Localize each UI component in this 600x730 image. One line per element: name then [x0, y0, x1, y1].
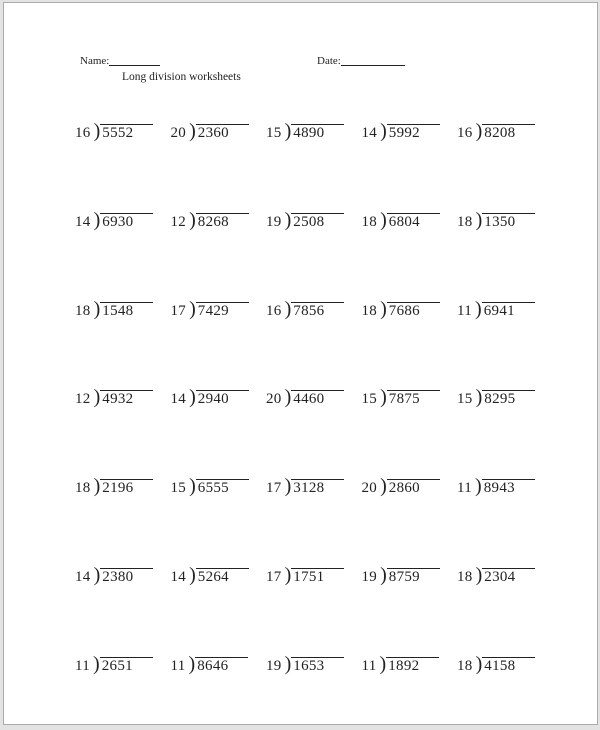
- dividend: 2196: [100, 479, 153, 496]
- division-bracket-icon: ): [475, 652, 483, 675]
- divisor: 16: [75, 125, 91, 141]
- division-bracket-icon: ): [475, 120, 483, 142]
- division-bracket-icon: ): [284, 386, 292, 409]
- division-bracket-icon: ): [475, 208, 483, 231]
- divisor: 14: [75, 213, 91, 230]
- division-bracket-icon: ): [189, 120, 196, 142]
- dividend: 1751: [291, 568, 344, 585]
- division-problem: [457, 563, 553, 656]
- division-bracket-icon: ): [284, 652, 292, 675]
- divisor: 15: [361, 391, 378, 408]
- division-problem: [170, 563, 267, 656]
- division-bracket-icon: ): [93, 297, 101, 320]
- division-problem: [361, 120, 458, 212]
- name-blank-line: [109, 58, 160, 66]
- dividend: 5264: [196, 568, 249, 585]
- dividend: 8943: [482, 479, 535, 496]
- dividend: 8295: [482, 390, 535, 407]
- divisor: 18: [361, 213, 378, 230]
- divisor: 20: [361, 480, 378, 497]
- divisor: 11: [457, 302, 473, 319]
- divisor: 11: [361, 657, 377, 674]
- division-bracket-icon: ): [189, 208, 196, 231]
- divisor: 17: [266, 480, 282, 497]
- division-problem: [361, 563, 458, 656]
- division-bracket-icon: ): [284, 475, 292, 498]
- divisor: 18: [457, 568, 473, 585]
- dividend: 5992: [387, 124, 440, 141]
- divisor: 14: [75, 568, 91, 585]
- division-problem: [75, 652, 171, 730]
- division-bracket-icon: ): [380, 120, 387, 142]
- divisor: 18: [361, 302, 378, 319]
- divisor: 18: [457, 657, 473, 674]
- dividend: 2860: [387, 479, 440, 496]
- division-bracket-icon: ): [284, 208, 292, 231]
- division-bracket-icon: ): [93, 386, 101, 409]
- division-bracket-icon: ): [380, 563, 387, 586]
- name-field: [80, 55, 160, 67]
- division-problem: [170, 208, 267, 301]
- division-bracket-icon: ): [379, 652, 387, 675]
- division-problem: [457, 386, 553, 478]
- dividend: 8646: [195, 657, 248, 674]
- divisor: 20: [266, 391, 282, 408]
- dividend: 4890: [291, 124, 344, 141]
- division-problem: [170, 120, 267, 212]
- division-problem: [170, 475, 267, 567]
- division-problem: [457, 120, 553, 212]
- division-bracket-icon: ): [475, 386, 483, 409]
- dividend: 2360: [196, 124, 249, 141]
- dividend: 7429: [196, 302, 249, 319]
- divisor: 11: [457, 480, 473, 497]
- division-problem: [75, 563, 171, 656]
- divisor: 19: [266, 657, 282, 674]
- division-bracket-icon: ): [189, 386, 196, 409]
- division-bracket-icon: ): [93, 652, 100, 675]
- division-problem: [170, 386, 267, 478]
- division-problem: [170, 297, 267, 390]
- division-problem: [361, 386, 458, 478]
- divisor: 16: [266, 302, 282, 319]
- dividend: 2508: [291, 213, 344, 230]
- dividend: 6941: [482, 302, 535, 319]
- division-bracket-icon: ): [93, 120, 101, 142]
- date-label: Date:: [317, 55, 341, 67]
- divisor: 15: [266, 125, 282, 141]
- divisor: 18: [75, 480, 91, 497]
- dividend: 8208: [482, 124, 535, 141]
- division-bracket-icon: ): [475, 475, 482, 498]
- dividend: 6555: [196, 479, 249, 496]
- division-problem: [75, 297, 171, 390]
- division-problem: [266, 297, 362, 390]
- division-bracket-icon: ): [189, 563, 196, 586]
- dividend: 2380: [100, 568, 153, 585]
- dividend: 5552: [100, 124, 153, 141]
- dividend: 7875: [387, 390, 440, 407]
- divisor: 17: [170, 302, 187, 319]
- divisor: 19: [361, 568, 378, 585]
- division-bracket-icon: ): [188, 652, 196, 675]
- division-problem: [361, 297, 458, 390]
- dividend: 4460: [291, 390, 344, 407]
- dividend: 3128: [291, 479, 344, 496]
- dividend: 6804: [387, 213, 440, 230]
- division-problem: [266, 563, 362, 656]
- dividend: 1892: [386, 657, 439, 674]
- division-problem: [75, 475, 171, 567]
- division-problem: [457, 297, 553, 390]
- dividend: 2940: [196, 390, 249, 407]
- worksheet-page: [3, 2, 598, 725]
- division-problem: [457, 475, 553, 567]
- divisor: 14: [361, 125, 378, 141]
- dividend: 4932: [100, 390, 153, 407]
- divisor: 12: [75, 391, 91, 408]
- division-bracket-icon: ): [284, 563, 292, 586]
- division-problem: [457, 652, 553, 730]
- divisor: 18: [457, 213, 473, 230]
- divisor: 18: [75, 302, 91, 319]
- dividend: 2304: [482, 568, 535, 585]
- dividend: 4158: [482, 657, 535, 674]
- division-problem: [75, 208, 171, 301]
- division-bracket-icon: ): [380, 475, 387, 498]
- division-bracket-icon: ): [284, 120, 292, 142]
- division-problem: [266, 120, 362, 212]
- dividend: 1350: [482, 213, 535, 230]
- divisor: 11: [75, 657, 91, 674]
- division-bracket-icon: ): [475, 563, 483, 586]
- name-label: Name:: [80, 55, 110, 67]
- division-bracket-icon: ): [380, 208, 387, 231]
- division-bracket-icon: ): [93, 475, 101, 498]
- division-bracket-icon: ): [380, 386, 387, 409]
- division-problem: [361, 652, 458, 730]
- problems-grid: [75, 120, 553, 730]
- division-bracket-icon: ): [189, 297, 196, 320]
- dividend: 8759: [387, 568, 440, 585]
- division-bracket-icon: ): [189, 475, 196, 498]
- dividend: 8268: [196, 213, 249, 230]
- division-problem: [457, 208, 553, 301]
- division-bracket-icon: ): [93, 208, 101, 231]
- divisor: 14: [170, 391, 187, 408]
- division-problem: [75, 386, 171, 478]
- divisor: 11: [170, 657, 186, 674]
- divisor: 14: [170, 568, 187, 585]
- divisor: 15: [170, 480, 187, 497]
- dividend: 7856: [291, 302, 344, 319]
- dividend: 2651: [100, 657, 153, 674]
- dividend: 1548: [100, 302, 153, 319]
- division-problem: [266, 475, 362, 567]
- division-bracket-icon: ): [380, 297, 387, 320]
- date-blank-line: [341, 58, 405, 66]
- division-problem: [266, 208, 362, 301]
- division-problem: [75, 120, 171, 212]
- division-bracket-icon: ): [93, 563, 101, 586]
- divisor: 12: [170, 213, 187, 230]
- divisor: 16: [457, 125, 473, 141]
- division-problem: [361, 208, 458, 301]
- division-problem: [266, 652, 362, 730]
- worksheet-title: Long division worksheets: [122, 71, 241, 83]
- dividend: 7686: [387, 302, 440, 319]
- divisor: 15: [457, 391, 473, 408]
- dividend: 1653: [291, 657, 344, 674]
- divisor: 17: [266, 568, 282, 585]
- division-problem: [361, 475, 458, 567]
- division-bracket-icon: ): [284, 297, 292, 320]
- divisor: 20: [170, 125, 187, 141]
- dividend: 6930: [100, 213, 153, 230]
- date-field: [317, 55, 405, 67]
- division-problem: [170, 652, 267, 730]
- divisor: 19: [266, 213, 282, 230]
- division-bracket-icon: ): [475, 297, 482, 320]
- division-problem: [266, 386, 362, 478]
